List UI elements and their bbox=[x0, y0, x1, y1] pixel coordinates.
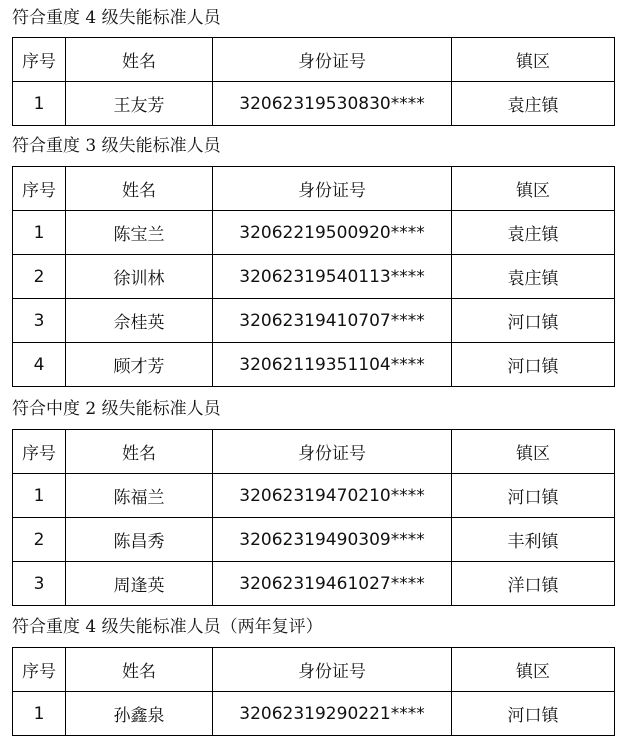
table-row bbox=[13, 562, 615, 606]
header-index: 序号 bbox=[13, 648, 66, 692]
header-index: 序号 bbox=[13, 167, 66, 211]
header-name: 姓名 bbox=[66, 430, 213, 474]
cell-name: 王友芳 bbox=[66, 82, 213, 126]
section-title: 符合中度 2 级失能标准人员 bbox=[12, 399, 221, 419]
cell-town: 袁庄镇 bbox=[452, 82, 615, 126]
table-row bbox=[13, 474, 615, 518]
cell-id: 32062319461027**** bbox=[213, 562, 452, 606]
cell-name: 徐训林 bbox=[66, 255, 213, 299]
cell-id: 32062119351104**** bbox=[213, 343, 452, 387]
cell-town: 河口镇 bbox=[452, 474, 615, 518]
cell-id: 32062319490309**** bbox=[213, 518, 452, 562]
cell-town: 丰利镇 bbox=[452, 518, 615, 562]
cell-index: 2 bbox=[13, 255, 66, 299]
cell-town: 河口镇 bbox=[452, 299, 615, 343]
header-index: 序号 bbox=[13, 38, 66, 82]
header-town: 镇区 bbox=[452, 38, 615, 82]
cell-index: 4 bbox=[13, 343, 66, 387]
cell-town: 袁庄镇 bbox=[452, 211, 615, 255]
cell-index: 3 bbox=[13, 562, 66, 606]
table-header-row bbox=[13, 648, 615, 692]
cell-town: 洋口镇 bbox=[452, 562, 615, 606]
cell-index: 2 bbox=[13, 518, 66, 562]
cell-town: 袁庄镇 bbox=[452, 255, 615, 299]
header-name: 姓名 bbox=[66, 167, 213, 211]
header-town: 镇区 bbox=[452, 648, 615, 692]
cell-town: 河口镇 bbox=[452, 692, 615, 736]
header-id: 身份证号 bbox=[213, 430, 452, 474]
table-row bbox=[13, 255, 615, 299]
cell-town: 河口镇 bbox=[452, 343, 615, 387]
cell-id: 32062319290221**** bbox=[213, 692, 452, 736]
section-title: 符合重度 4 级失能标准人员 bbox=[12, 8, 221, 28]
cell-id: 32062319470210**** bbox=[213, 474, 452, 518]
cell-name: 周逢英 bbox=[66, 562, 213, 606]
cell-index: 1 bbox=[13, 692, 66, 736]
table-row bbox=[13, 211, 615, 255]
section-title: 符合重度 4 级失能标准人员（两年复评） bbox=[12, 617, 323, 637]
table-row bbox=[13, 82, 615, 126]
cell-id: 32062319530830**** bbox=[213, 82, 452, 126]
header-name: 姓名 bbox=[66, 648, 213, 692]
table-row bbox=[13, 299, 615, 343]
cell-index: 1 bbox=[13, 211, 66, 255]
table-header-row bbox=[13, 167, 615, 211]
personnel-table bbox=[12, 647, 615, 736]
table-row bbox=[13, 518, 615, 562]
header-town: 镇区 bbox=[452, 430, 615, 474]
header-name: 姓名 bbox=[66, 38, 213, 82]
cell-id: 32062319540113**** bbox=[213, 255, 452, 299]
cell-name: 陈昌秀 bbox=[66, 518, 213, 562]
personnel-table bbox=[12, 37, 615, 126]
table-header-row bbox=[13, 430, 615, 474]
personnel-table bbox=[12, 429, 615, 606]
cell-index: 1 bbox=[13, 82, 66, 126]
cell-id: 32062219500920**** bbox=[213, 211, 452, 255]
header-town: 镇区 bbox=[452, 167, 615, 211]
cell-name: 孙鑫泉 bbox=[66, 692, 213, 736]
cell-name: 陈福兰 bbox=[66, 474, 213, 518]
cell-name: 陈宝兰 bbox=[66, 211, 213, 255]
header-id: 身份证号 bbox=[213, 167, 452, 211]
cell-name: 佘桂英 bbox=[66, 299, 213, 343]
header-index: 序号 bbox=[13, 430, 66, 474]
cell-id: 32062319410707**** bbox=[213, 299, 452, 343]
cell-name: 顾才芳 bbox=[66, 343, 213, 387]
cell-index: 1 bbox=[13, 474, 66, 518]
table-row bbox=[13, 692, 615, 736]
header-id: 身份证号 bbox=[213, 648, 452, 692]
section-title: 符合重度 3 级失能标准人员 bbox=[12, 136, 221, 156]
cell-index: 3 bbox=[13, 299, 66, 343]
table-header-row bbox=[13, 38, 615, 82]
personnel-table bbox=[12, 166, 615, 387]
table-row bbox=[13, 343, 615, 387]
header-id: 身份证号 bbox=[213, 38, 452, 82]
